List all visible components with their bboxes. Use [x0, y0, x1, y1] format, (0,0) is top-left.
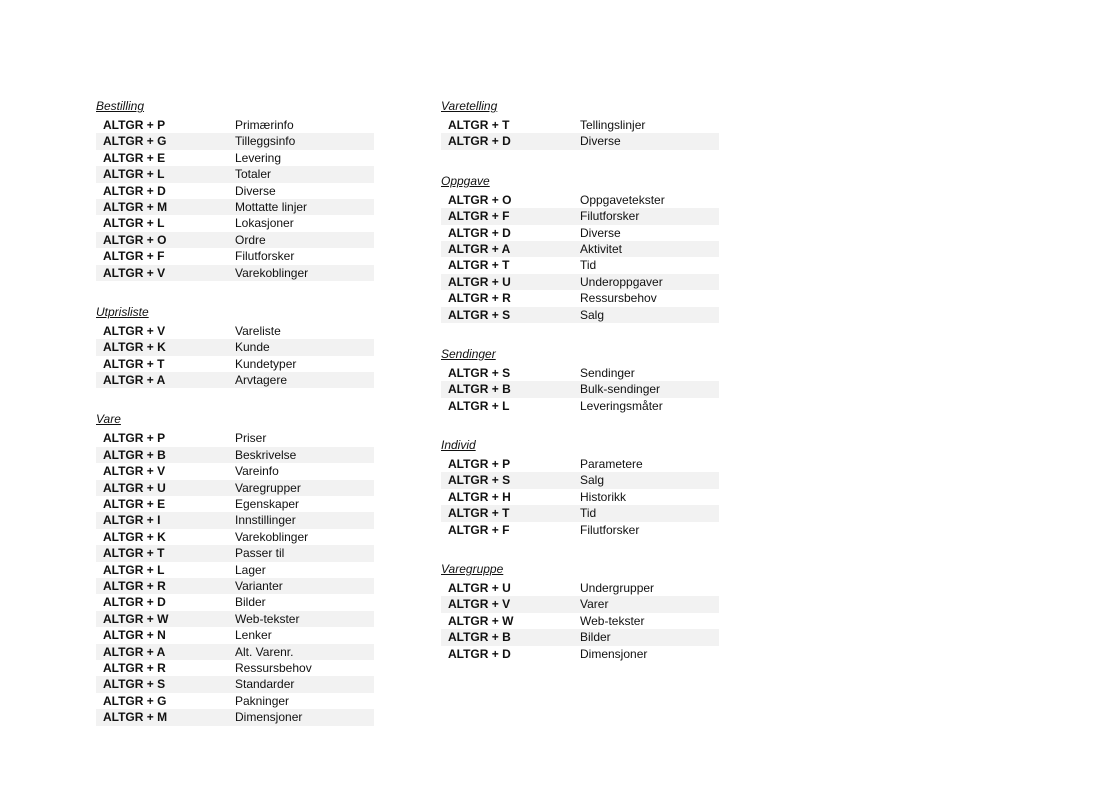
shortcut-key: ALTGR + D: [103, 595, 166, 610]
shortcut-description: Passer til: [235, 546, 285, 561]
shortcut-description: Lager: [235, 562, 266, 577]
shortcut-key: ALTGR + S: [448, 473, 511, 488]
section-spacer: [96, 281, 374, 302]
shortcut-description: Historikk: [580, 489, 627, 504]
section-title: Varegruppe: [441, 562, 504, 577]
shortcut-row: [441, 489, 719, 505]
shortcut-description: Ordre: [235, 232, 266, 247]
shortcut-key: ALTGR + R: [103, 578, 166, 593]
shortcut-description: Ressursbehov: [580, 291, 657, 306]
shortcut-row: [96, 232, 374, 248]
shortcut-description: Filutforsker: [580, 522, 640, 537]
shortcut-key: ALTGR + D: [448, 646, 511, 661]
shortcut-key: ALTGR + W: [448, 613, 514, 628]
shortcut-description: Dimensjoner: [235, 710, 303, 725]
shortcut-description: Lenker: [235, 628, 272, 643]
shortcut-key: ALTGR + S: [448, 365, 511, 380]
shortcut-key: ALTGR + O: [103, 232, 167, 247]
shortcut-description: Ressursbehov: [235, 660, 312, 675]
shortcut-key: ALTGR + U: [448, 581, 511, 596]
shortcut-row: [441, 241, 719, 257]
shortcut-row: [96, 215, 374, 231]
shortcut-key: ALTGR + V: [448, 597, 511, 612]
shortcut-table: [96, 117, 374, 281]
shortcut-key: ALTGR + B: [103, 447, 166, 462]
shortcut-description: Web-tekster: [580, 613, 645, 628]
shortcut-description: Kunde: [235, 340, 270, 355]
section-title: Sendinger: [441, 346, 496, 361]
shortcut-key: ALTGR + R: [103, 660, 166, 675]
shortcut-row: [441, 290, 719, 306]
shortcut-row: [96, 372, 374, 388]
shortcut-row: [441, 133, 719, 149]
shortcut-description: Salg: [580, 307, 605, 322]
shortcut-row: [96, 578, 374, 594]
shortcut-description: Filutforsker: [235, 249, 295, 264]
shortcut-row: [96, 183, 374, 199]
shortcut-description: Vareinfo: [235, 464, 279, 479]
shortcut-key: ALTGR + F: [448, 522, 510, 537]
shortcut-description: Undergrupper: [580, 581, 655, 596]
shortcut-table: [441, 456, 719, 538]
shortcut-description: Diverse: [580, 134, 621, 149]
shortcut-description: Tellingslinjer: [580, 118, 646, 132]
shortcut-row: [96, 356, 374, 372]
shortcut-key: ALTGR + D: [103, 183, 166, 198]
shortcut-key: ALTGR + G: [103, 134, 167, 149]
shortcut-row: [441, 192, 719, 208]
shortcut-row: [441, 117, 719, 133]
shortcut-row: [96, 430, 374, 446]
shortcut-description: Varekoblinger: [235, 265, 309, 280]
shortcut-row: [96, 463, 374, 479]
shortcut-row: [96, 248, 374, 264]
shortcut-description: Oppgavetekster: [580, 192, 665, 207]
shortcut-key: ALTGR + G: [103, 693, 167, 708]
shortcut-key: ALTGR + A: [103, 373, 166, 388]
shortcut-key: ALTGR + V: [103, 323, 166, 338]
shortcut-row: [96, 117, 374, 133]
shortcut-description: Standarder: [235, 677, 295, 692]
shortcut-key: ALTGR + B: [448, 382, 511, 397]
shortcut-key: ALTGR + T: [103, 356, 165, 371]
shortcut-description: Salg: [580, 473, 605, 488]
shortcut-row: [96, 199, 374, 215]
shortcut-row: [96, 339, 374, 355]
shortcut-row: [96, 611, 374, 627]
shortcut-section-individ: [441, 435, 719, 538]
shortcut-row: [441, 398, 719, 414]
shortcut-description: Web-tekster: [235, 611, 300, 626]
shortcut-row: [441, 307, 719, 323]
section-title: Bestilling: [96, 99, 145, 113]
section-spacer: [441, 150, 719, 171]
shortcut-key: ALTGR + L: [103, 167, 165, 182]
shortcut-row: [96, 644, 374, 660]
shortcut-description: Varegrupper: [235, 480, 301, 495]
shortcut-description: Totaler: [235, 167, 272, 182]
shortcut-row: [96, 480, 374, 496]
shortcut-row: [441, 505, 719, 521]
shortcut-description: Bilder: [580, 630, 611, 645]
shortcut-description: Dimensjoner: [580, 646, 648, 661]
shortcut-row: [441, 629, 719, 645]
shortcut-row: [96, 693, 374, 709]
shortcut-key: ALTGR + E: [103, 497, 166, 512]
shortcut-key: ALTGR + H: [448, 489, 511, 504]
shortcut-key: ALTGR + K: [103, 529, 166, 544]
shortcut-description: Varekoblinger: [235, 529, 309, 544]
shortcut-row: [441, 456, 719, 472]
shortcut-description: Lokasjoner: [235, 216, 294, 231]
shortcut-key: ALTGR + T: [448, 258, 510, 273]
shortcut-row: [96, 545, 374, 561]
shortcut-section-varegruppe: [441, 559, 719, 662]
shortcut-description: Parametere: [580, 457, 643, 472]
shortcut-row: [441, 646, 719, 662]
section-title: Varetelling: [441, 99, 498, 113]
shortcut-description: Beskrivelse: [235, 447, 297, 462]
shortcut-row: [441, 613, 719, 629]
shortcut-description: Mottatte linjer: [235, 199, 308, 214]
shortcut-key: ALTGR + P: [103, 431, 166, 446]
shortcut-column-right: [441, 96, 719, 662]
shortcut-row: [96, 166, 374, 182]
shortcut-description: Arvtagere: [235, 373, 288, 388]
shortcut-description: Leveringsmåter: [580, 398, 663, 413]
shortcut-description: Innstillinger: [235, 513, 296, 528]
shortcut-description: Underoppgaver: [580, 274, 663, 289]
shortcut-row: [96, 594, 374, 610]
shortcut-key: ALTGR + T: [448, 506, 510, 521]
shortcut-row: [96, 627, 374, 643]
shortcut-table: [96, 430, 374, 725]
section-spacer: [96, 388, 374, 409]
shortcut-key: ALTGR + L: [103, 216, 165, 231]
shortcut-key: ALTGR + U: [448, 274, 511, 289]
shortcut-row: [441, 208, 719, 224]
shortcut-section-vare: [96, 409, 374, 725]
shortcut-description: Egenskaper: [235, 497, 300, 512]
shortcut-table: [441, 117, 719, 150]
shortcut-key: ALTGR + S: [448, 307, 511, 322]
shortcut-section-utprisliste: [96, 302, 374, 389]
shortcut-description: Vareliste: [235, 323, 281, 338]
shortcut-key: ALTGR + K: [103, 340, 166, 355]
shortcut-row: [441, 365, 719, 381]
shortcut-row: [441, 596, 719, 612]
shortcut-key: ALTGR + M: [103, 710, 168, 725]
shortcut-description: Aktivitet: [580, 241, 623, 256]
shortcut-description: Bilder: [235, 595, 266, 610]
shortcut-key: ALTGR + N: [103, 628, 166, 643]
shortcut-key: ALTGR + P: [103, 118, 166, 132]
shortcut-section-oppgave: [441, 171, 719, 323]
section-title: Vare: [96, 412, 121, 427]
shortcut-key: ALTGR + L: [103, 562, 165, 577]
shortcut-description: Varianter: [235, 578, 283, 593]
section-title: Individ: [441, 438, 476, 453]
shortcut-key: ALTGR + I: [103, 513, 161, 528]
shortcut-row: [96, 709, 374, 725]
shortcut-row: [441, 257, 719, 273]
shortcut-key: ALTGR + V: [103, 265, 166, 280]
shortcut-row: [96, 660, 374, 676]
shortcut-key: ALTGR + W: [103, 611, 169, 626]
shortcut-description: Diverse: [235, 183, 276, 198]
shortcut-description: Tilleggsinfo: [235, 134, 296, 149]
shortcut-key: ALTGR + P: [448, 457, 511, 472]
shortcut-section-sendinger: [441, 344, 719, 414]
shortcut-row: [96, 529, 374, 545]
shortcut-table: [441, 580, 719, 662]
shortcut-key: ALTGR + A: [448, 241, 511, 256]
shortcut-description: Filutforsker: [580, 209, 640, 224]
shortcut-description: Sendinger: [580, 365, 635, 380]
section-title: Utprisliste: [96, 304, 149, 319]
shortcut-key: ALTGR + E: [103, 150, 166, 165]
shortcut-key: ALTGR + L: [448, 398, 510, 413]
shortcut-key: ALTGR + T: [103, 546, 165, 561]
shortcut-description: Pakninger: [235, 693, 290, 708]
shortcut-table: [441, 192, 719, 323]
shortcut-description: Alt. Varenr.: [235, 644, 294, 659]
shortcut-key: ALTGR + F: [103, 249, 165, 264]
shortcut-key: ALTGR + D: [448, 134, 511, 149]
shortcut-description: Kundetyper: [235, 356, 297, 371]
shortcut-description: Priser: [235, 431, 267, 446]
shortcut-description: Bulk-sendinger: [580, 382, 661, 397]
shortcut-description: Tid: [580, 258, 597, 273]
shortcut-row: [96, 323, 374, 339]
shortcut-key: ALTGR + U: [103, 480, 166, 495]
shortcut-row: [96, 150, 374, 166]
shortcut-key: ALTGR + A: [103, 644, 166, 659]
shortcut-row: [96, 133, 374, 149]
shortcut-column-left: [96, 96, 374, 726]
shortcut-row: [441, 225, 719, 241]
shortcut-description: Primærinfo: [235, 118, 294, 132]
section-spacer: [441, 538, 719, 559]
section-spacer: [441, 323, 719, 344]
section-spacer: [441, 414, 719, 435]
shortcut-row: [96, 265, 374, 281]
shortcut-row: [96, 496, 374, 512]
shortcut-row: [96, 447, 374, 463]
shortcut-key: ALTGR + R: [448, 291, 511, 306]
shortcut-row: [441, 522, 719, 538]
shortcut-key: ALTGR + V: [103, 464, 166, 479]
shortcut-row: [96, 512, 374, 528]
shortcut-row: [96, 562, 374, 578]
shortcut-key: ALTGR + T: [448, 118, 510, 132]
shortcut-row: [441, 472, 719, 488]
shortcut-description: Tid: [580, 506, 597, 521]
shortcut-description: Varer: [580, 597, 609, 612]
shortcut-table: [441, 365, 719, 414]
shortcut-key: ALTGR + B: [448, 630, 511, 645]
shortcut-key: ALTGR + O: [448, 192, 512, 207]
shortcut-description: Levering: [235, 150, 282, 165]
shortcut-description: Diverse: [580, 225, 621, 240]
shortcut-row: [96, 676, 374, 692]
shortcut-key: ALTGR + S: [103, 677, 166, 692]
shortcut-row: [441, 580, 719, 596]
shortcut-section-varetelling: [441, 96, 719, 150]
shortcut-key: ALTGR + M: [103, 199, 168, 214]
shortcut-row: [441, 381, 719, 397]
section-title: Oppgave: [441, 173, 490, 188]
shortcut-section-bestilling: [96, 96, 374, 281]
shortcut-key: ALTGR + F: [448, 209, 510, 224]
shortcut-table: [96, 323, 374, 389]
shortcut-row: [441, 274, 719, 290]
shortcut-key: ALTGR + D: [448, 225, 511, 240]
